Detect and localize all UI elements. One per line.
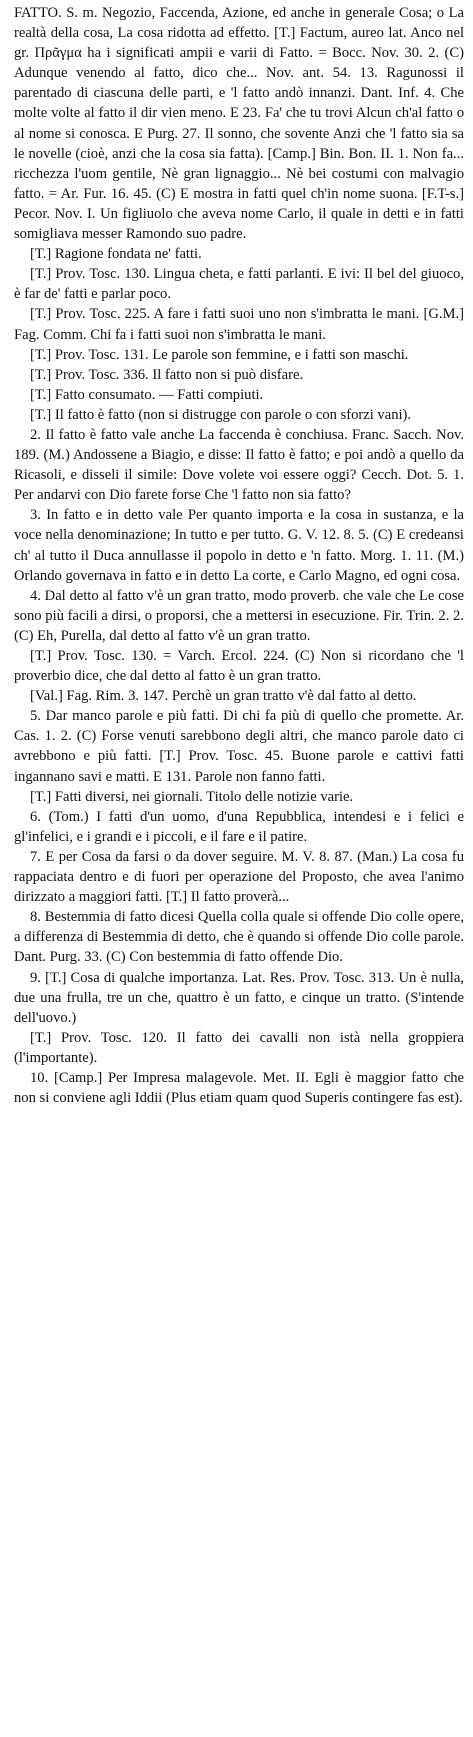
entry-sense-9: 9. [T.] Cosa di qualche importanza. Lat. Res. Prov. Tosc. 313. Un è nulla, due una frulla, tre un che, quattro è un fatto, e cinque un tratto. (S'intende dell'uovo.) (14, 969, 464, 1026)
entry-subsense: [T.] Prov. Tosc. 130. Lingua cheta, e fatti parlanti. E ivi: Il bel del giuoco, è far de' fatti e parlar poco. (14, 266, 464, 303)
entry-sense-5: 5. Dar manco parole e più fatti. Di chi fa più di quello che promette. Ar. Cas. 1. 2. (C) Forse venuti sarebbono degli altri, che manco parole dato ci avrebbono e più fatti. [T.] Prov. Tosc. 45. Buone parole e cattivi fatti ingannano savi e matti. E 131. Parole non fanno fatti. (14, 708, 464, 785)
entry-subsense: [T.] Prov. Tosc. 120. Il fatto dei cavalli non istà nella groppiera (l'importante). (14, 1029, 464, 1066)
entry-subsense: [T.] Prov. Tosc. 336. Il fatto non si può disfare. (30, 366, 304, 383)
entry-sense-3: 3. In fatto e in detto vale Per quanto importa e la cosa in sustanza, e la voce nella denominazione; In tutto e per tutto. G. V. 12. 8. 5. (C) E credeansi ch' al tutto il Duca annullasse il popolo in detto e 'n fatto. Morg. 1. 11. (M.) Orlando governava in fatto e in detto La corte, e Carlo Magno, ed ogni cosa. (14, 507, 464, 584)
entry-subsense: [Val.] Fag. Rim. 3. 147. Perchè un gran tratto v'è dal fatto al detto. (30, 688, 417, 705)
entry-sense-2: 2. Il fatto è fatto vale anche La faccenda è conchiusa. Franc. Sacch. Nov. 189. (M.) Andossene a Biagio, e disse: Il fatto è fatto; e poi andò a quello da Ricasoli, e disseli il simile: Dove volete voi essere oggi? Cecch. Dot. 5. 1. Per andarvi con Dio farete forse Che 'l fatto non sia fatto? (14, 426, 464, 504)
entry-subsense: [T.] Ragione fondata ne' fatti. (30, 246, 202, 263)
entry-subsense: [T.] Prov. Tosc. 130. = Varch. Ercol. 224. (C) Non si ricordano che 'l proverbio dice, che dal detto al fatto è un gran tratto. (14, 648, 464, 685)
entry-subsense: [T.] Il fatto è fatto (non si distrugge con parole o con sforzi vani). (30, 406, 412, 423)
entry-subsense: [T.] Fatto consumato. — Fatti compiuti. (30, 386, 264, 403)
entry-subsense: [T.] Prov. Tosc. 225. A fare i fatti suoi uno non s'imbratta le mani. [G.M.] Fag. Comm. Chi fa i fatti suoi non s'imbratta le mani. (14, 306, 464, 343)
entry-subsense: [T.] Fatti diversi, nei giornali. Titolo delle notizie varie. (30, 788, 354, 805)
entry-sense-8: 8. Bestemmia di fatto dicesi Quella colla quale si offende Dio colle opere, a differenza di Bestemmia di detto, che è quando si offende Dio colle parole. Dant. Purg. 33. (C) Con bestemmia di fatto offende Dio. (14, 909, 464, 966)
entry-sense-7: 7. E per Cosa da farsi o da dover seguire. M. V. 8. 87. (Man.) La cosa fu rappaciata dentro e di fuori per operazione del Proposto, che avea l'animo dirizzato a maggiori fatti. [T.] Il fatto proverà... (14, 848, 464, 906)
entry-sense-6: 6. (Tom.) I fatti d'un uomo, d'una Repubblica, intendesi e i felici e gl'infelici, e i grandi e i piccoli, e il fare e il patire. (14, 808, 464, 845)
entry-subsense: [T.] Prov. Tosc. 131. Le parole son femmine, e i fatti son maschi. (30, 346, 409, 363)
entry-sense-10: 10. [Camp.] Per Impresa malagevole. Met. II. Egli è maggior fatto che non si conviene agli Iddii (Plus etiam quam quod Superis contingere fas est). (14, 1069, 464, 1107)
entry-sense-4: 4. Dal detto al fatto v'è un gran tratto, modo proverb. che vale che Le cose sono più facili a dirsi, o proporsi, che a mettersi in esecuzione. Fir. Trin. 2. 2. (C) Eh, Purella, dal detto al fatto v'è un gran tratto. (14, 587, 464, 644)
entry-definition: FATTO. S. m. Negozio, Faccenda, Azione, ed anche in generale Cosa; o La realtà della cosa, La cosa ridotta ad effetto. [T.] Factum, aureo lat. Anco nel gr. Πρᾶγμα ha i significati ampii e varii di Fatto. = Bocc. Nov. 30. 2. (C) Adunque venendo al fatto, dico che... Nov. ant. 54. 13. Ragunossi il parentado di ciascuna delle parti, e 'l fatto andò innanzi. Dant. Inf. 4. Che molte volte al fatto il dir vien meno. E 23. Fa' che tu trovi Alcun ch'al fatto o al nome si conosca. E Purg. 27. Il sonno, che sovente Anzi che 'l fatto sia sa le novelle (cioè, anzi che la cosa sia fatta). [Camp.] Bin. Bon. II. 1. Non fa... ricchezza l'uom gentile, Nè gran lignaggio... Nè bei costumi con malvagio fatto. = Ar. Fur. 16. 45. (C) E mostra in fatti quel ch'in nome suona. [F.T-s.] Pecor. Nov. I. Un figliuolo che aveva nome Carlo, il quale in detti e in fatti somigliava messer Ramondo suo padre. (14, 5, 464, 243)
